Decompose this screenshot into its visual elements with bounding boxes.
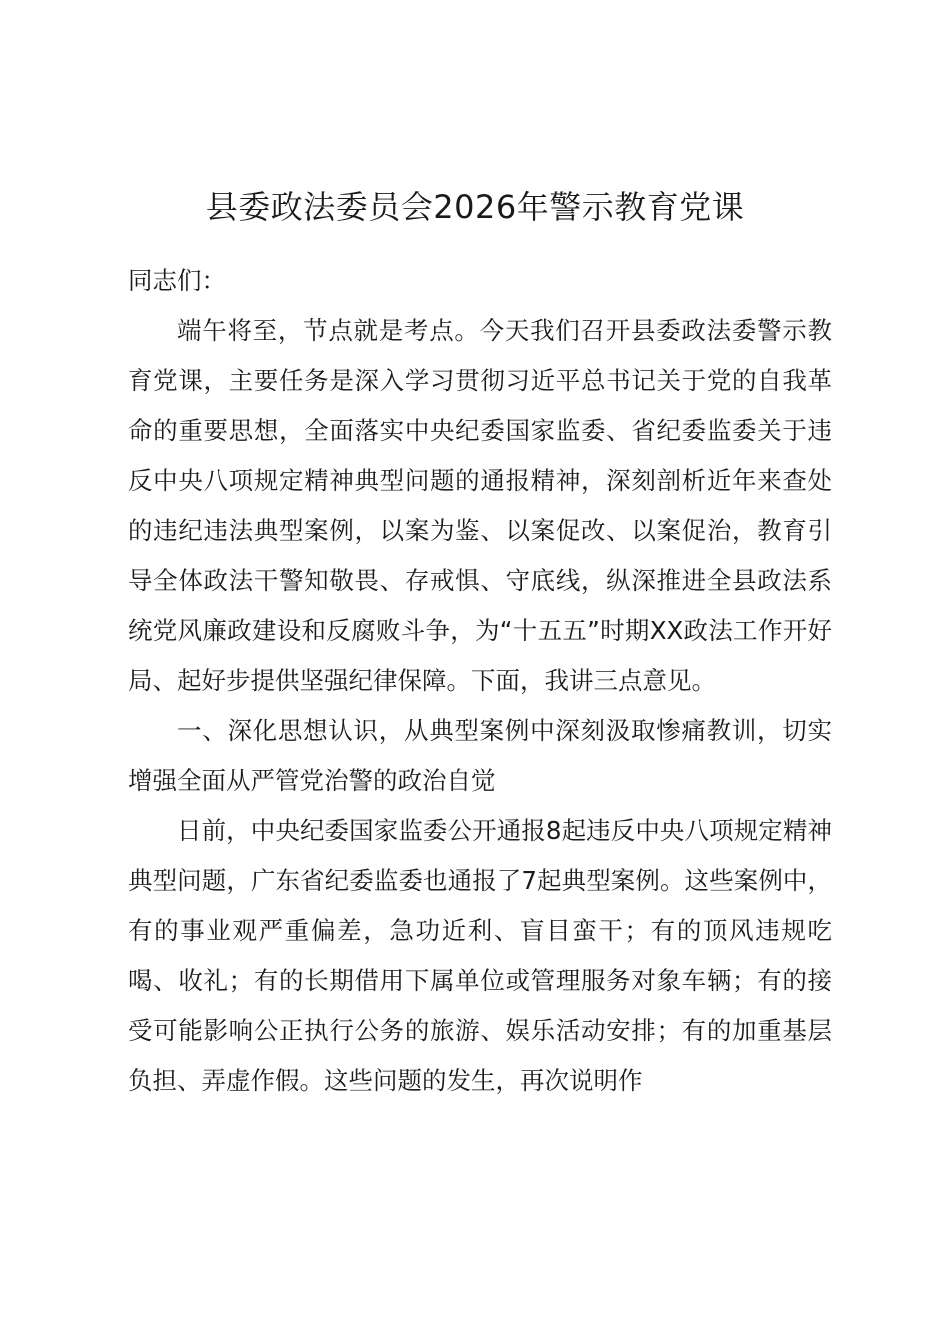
paragraph-opening: 端午将至，节点就是考点。今天我们召开县委政法委警示教育党课，主要任务是深入学习贯彻习近平总书记关于党的自我革命的重要思想，全面落实中央纪委国家监委、省纪委监委关于违反中央八项规定精神典型问题的通报精神，深刻剖析近年来查处的违纪违法典型案例，以案为鉴、以案促改、以案促治，教育引导全体政法干警知敬畏、存戒惧、守底线，纵深推进全县政法系统党风廉政建设和反腐败斗争，为“十五五”时期XX政法工作开好局、起好步提供坚强纪律保障。下面，我讲三点意见。 <box>128 316 832 695</box>
salutation: 同志们： <box>128 266 226 295</box>
document-title: 县委政法委员会2026年警示教育党课 <box>205 188 745 226</box>
document-body <box>128 256 832 1106</box>
paragraph-cases: 日前，中央纪委国家监委公开通报8起违反中央八项规定精神典型问题，广东省纪委监委也通报了7起典型案例。这些案例中，有的事业观严重偏差，急功近利、盲目蛮干；有的顶风违规吃喝、收礼；有的长期借用下属单位或管理服务对象车辆；有的接受可能影响公正执行公务的旅游、娱乐活动安排；有的加重基层负担、弄虚作假。这些问题的发生，再次说明作 <box>128 816 832 1095</box>
section-heading-one: 一、深化思想认识，从典型案例中深刻汲取惨痛教训，切实增强全面从严管党治警的政治自觉 <box>128 716 832 795</box>
